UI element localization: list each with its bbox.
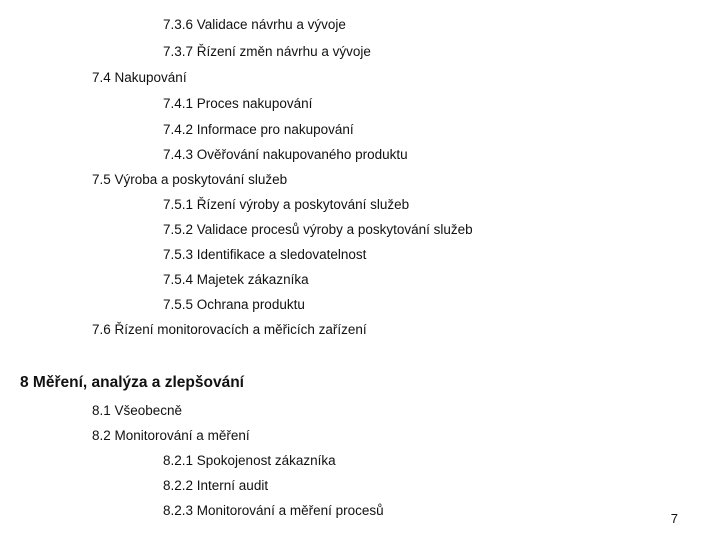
- toc-item-7-5-5: 7.5.5 Ochrana produktu: [163, 297, 305, 312]
- toc-item-7-4-3: 7.4.3 Ověřování nakupovaného produktu: [163, 147, 408, 162]
- page-number: 7: [670, 511, 678, 526]
- section-heading: 8 Měření, analýza a zlepšování: [20, 374, 244, 391]
- toc-item-7-5-4: 7.5.4 Majetek zákazníka: [163, 272, 309, 287]
- toc-item-7-4-1: 7.4.1 Proces nakupování: [163, 96, 313, 111]
- toc-item-8-2-3: 8.2.3 Monitorování a měření procesů: [163, 503, 384, 518]
- toc-item-7-4-2: 7.4.2 Informace pro nakupování: [163, 122, 354, 137]
- toc-item-7-3-6: 7.3.6 Validace návrhu a vývoje: [163, 17, 346, 32]
- toc-item-7-5-3: 7.5.3 Identifikace a sledovatelnost: [163, 247, 367, 262]
- toc-item-7-5-2: 7.5.2 Validace procesů výroby a poskytování služeb: [163, 222, 473, 237]
- toc-item-7-5: 7.5 Výroba a poskytování služeb: [92, 172, 288, 187]
- toc-item-8-2-2: 8.2.2 Interní audit: [163, 478, 269, 493]
- toc-item-7-3-7: 7.3.7 Řízení změn návrhu a vývoje: [163, 44, 371, 59]
- toc-item-7-5-1: 7.5.1 Řízení výroby a poskytování služeb: [163, 197, 410, 212]
- toc-item-8-1: 8.1 Všeobecně: [92, 403, 183, 418]
- toc-item-7-4: 7.4 Nakupování: [92, 70, 187, 85]
- toc-item-8-2: 8.2 Monitorování a měření: [92, 428, 250, 443]
- toc-item-7-6: 7.6 Řízení monitorovacích a měřicích zařízení: [92, 322, 367, 337]
- toc-item-8-2-1: 8.2.1 Spokojenost zákazníka: [163, 453, 336, 468]
